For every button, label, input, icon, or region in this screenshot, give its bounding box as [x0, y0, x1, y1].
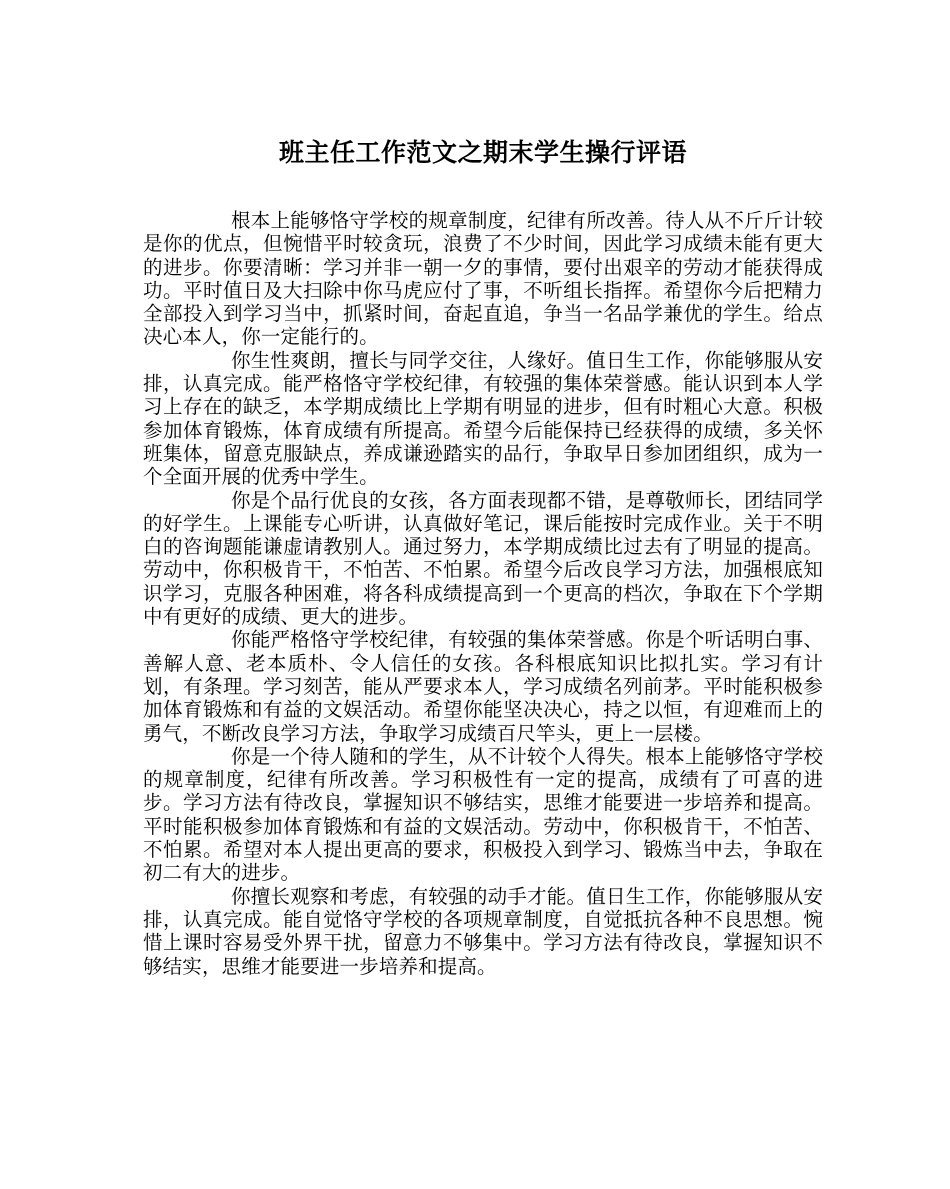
document-title: 班主任工作范文之期末学生操行评语 [278, 138, 687, 167]
paragraph-3: 你是个品行优良的女孩，各方面表现都不错，是尊敬师长，团结同学的好学生。上课能专心听讲，认真做好笔记，课后能按时完成作业。关于不明白的咨询题能谦虚请教别人。通过努力，本学期成绩比过去有了明显的提高。劳动中，你积极肯干，不怕苦、不怕累。希望今后改良学习方法，加强根底知识学习，克服各种困难，将各科成绩提高到一个更高的档次，争取在下个学期中有更好的成绩、更大的进步。 [143, 488, 823, 629]
paragraph-6: 你擅长观察和考虑，有较强的动手才能。值日生工作，你能够服从安排，认真完成。能自觉恪守学校的各项规章制度，自觉抵抗各种不良思想。惋惜上课时容易受外界干扰，留意力不够集中。学习方法有待改良，掌握知识不够结实，思维才能要进一步培养和提高。 [143, 884, 823, 978]
document-body [143, 209, 823, 978]
paragraph-4: 你能严格恪守学校纪律，有较强的集体荣誉感。你是个听话明白事、善解人意、老本质朴、令人信任的女孩。各科根底知识比拟扎实。学习有计划，有条理。学习刻苦，能从严要求本人，学习成绩名列前茅。平时能积极参加体育锻炼和有益的文娱活动。希望你能坚决决心，持之以恒，有迎难而上的勇气，不断改良学习方法，争取学习成绩百尺竿头，更上一层楼。 [143, 628, 823, 745]
paragraph-5: 你是一个待人随和的学生，从不计较个人得失。根本上能够恪守学校的规章制度，纪律有所改善。学习积极性有一定的提高，成绩有了可喜的进步。学习方法有待改良，掌握知识不够结实，思维才能要进一步培养和提高。平时能积极参加体育锻炼和有益的文娱活动。劳动中，你积极肯干，不怕苦、不怕累。希望对本人提出更高的要求，积极投入到学习、锻炼当中去，争取在初二有大的进步。 [143, 744, 823, 885]
paragraph-1: 根本上能够恪守学校的规章制度，纪律有所改善。待人从不斤斤计较是你的优点，但惋惜平时较贪玩，浪费了不少时间，因此学习成绩未能有更大的进步。你要清晰：学习并非一朝一夕的事情，要付出艰辛的劳动才能获得成功。平时值日及大扫除中你马虎应付了事，不听组长指挥。希望你今后把精力全部投入到学习当中，抓紧时间，奋起直追，争当一名品学兼优的学生。给点决心本人，你一定能行的。 [143, 209, 823, 349]
paragraph-2: 你生性爽朗，擅长与同学交往，人缘好。值日生工作，你能够服从安排，认真完成。能严格恪守学校纪律，有较强的集体荣誉感。能认识到本人学习上存在的缺乏，本学期成绩比上学期有明显的进步，但有时粗心大意。积极参加体育锻炼，体育成绩有所提高。希望今后能保持已经获得的成绩，多关怀班集体，留意克服缺点，养成谦逊踏实的品行，争取早日参加团组织，成为一个全面开展的优秀中学生。 [143, 348, 823, 489]
